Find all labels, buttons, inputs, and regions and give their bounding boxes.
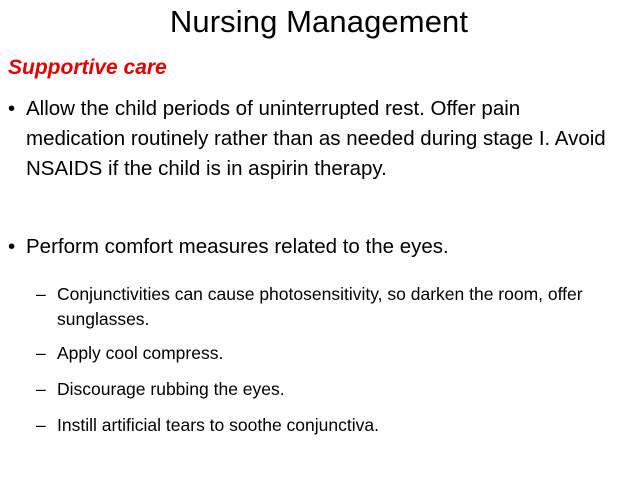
sub-bullet-item — [36, 413, 631, 438]
bullet-text: Perform comfort measures related to the eyes. — [26, 235, 449, 258]
sub-bullet-marker: – — [36, 284, 46, 304]
sub-bullet-item — [36, 341, 631, 366]
bullet-marker: • — [8, 235, 16, 258]
sub-bullet-item — [36, 282, 631, 332]
sub-bullet-marker: – — [36, 415, 46, 435]
sub-bullet-text: Discourage rubbing the eyes. — [57, 379, 285, 399]
sub-bullet-text: Apply cool compress. — [57, 343, 224, 363]
sub-bullet-text: Instill artificial tears to soothe conjunctiva. — [57, 415, 379, 435]
sub-bullet-marker: – — [36, 379, 46, 399]
section-subtitle: Supportive care — [8, 56, 167, 79]
bullet-marker: • — [8, 97, 16, 120]
bullet-text: Allow the child periods of uninterrupted rest. Offer pain medication routinely rather than as needed during stage I. Avoid NSAIDS if the child is in aspirin therapy. — [26, 97, 606, 180]
bullet-item — [8, 232, 623, 262]
sub-bullet-item — [36, 377, 631, 402]
slide-title: Nursing Management — [169, 4, 469, 39]
bullet-item — [8, 94, 623, 184]
sub-bullet-marker: – — [36, 343, 46, 363]
sub-bullet-text: Conjunctivities can cause photosensitivity, so darken the room, offer sunglasses. — [57, 284, 583, 329]
